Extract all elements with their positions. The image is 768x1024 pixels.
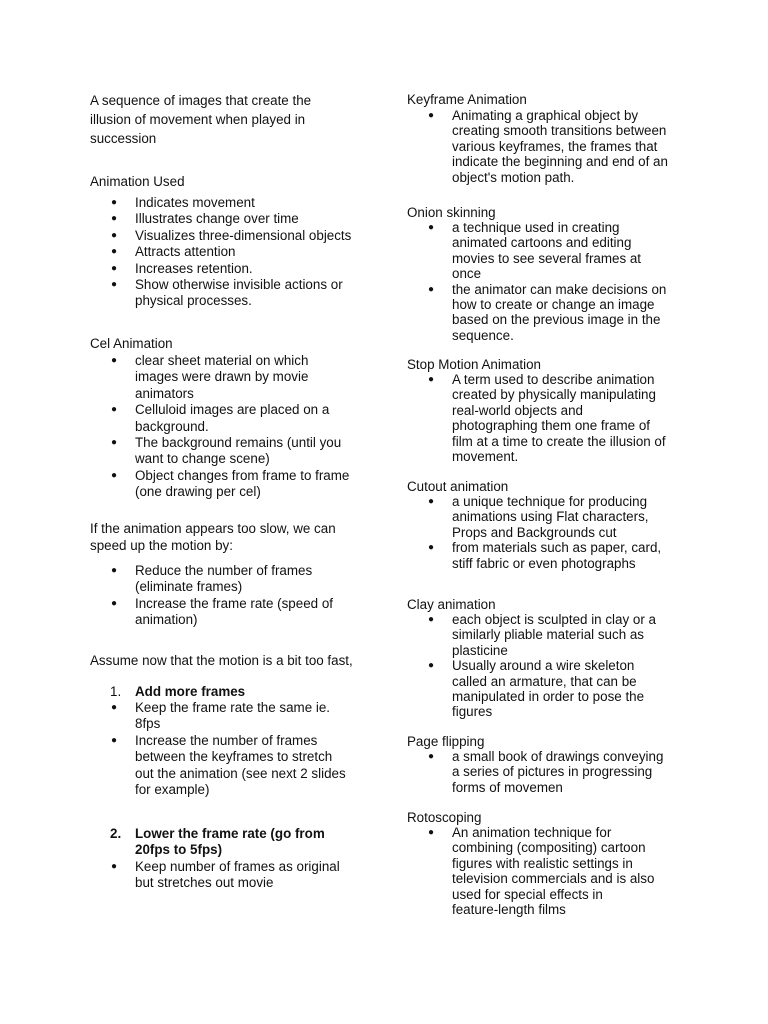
list-item-line: want to change scene) [135, 451, 270, 467]
section-heading-clay: Clay animation [407, 597, 496, 612]
cel-animation-heading: Cel Animation [90, 336, 173, 351]
list-item-line: Keep number of frames as original [135, 859, 340, 874]
list-item-line: from materials such as paper, card, [452, 540, 662, 556]
step1-bullet-list [90, 700, 346, 798]
list-item-line: clear sheet material on which [135, 353, 309, 368]
bullet-icon: ● [111, 262, 118, 274]
list-item-line: combining (compositing) cartoon [452, 840, 646, 856]
bullet-icon: ● [111, 229, 118, 241]
list-item-line: a unique technique for producing [452, 494, 648, 509]
list-item-line: (eliminate frames) [135, 579, 243, 595]
bullet-icon: ● [111, 279, 118, 291]
bullet-icon: ● [111, 437, 118, 449]
bullet-icon: ● [428, 374, 435, 385]
list-item-line: but stretches out movie [135, 875, 274, 891]
section-heading-page-flipping: Page flipping [407, 734, 485, 749]
list-item-line: Indicates movement [135, 195, 255, 210]
list-item-line: a technique used in creating [452, 220, 620, 235]
list-item-line: photographing them one frame of [452, 418, 651, 434]
step1-title: Add more frames [135, 684, 246, 699]
list-item-line: plasticine [452, 642, 508, 658]
intro-line: succession [90, 131, 157, 146]
list-item-line: how to create or change an image [452, 297, 655, 313]
list-item-line: based on the previous image in the [452, 312, 661, 328]
list-item-line: Show otherwise invisible actions or [135, 277, 343, 293]
section-heading-rotoscoping: Rotoscoping [407, 810, 482, 825]
list-item [90, 244, 351, 260]
list-item-line: Attracts attention [135, 244, 236, 260]
section-list-cutout [407, 494, 661, 571]
step1-title-item [90, 684, 245, 700]
list-item [407, 220, 666, 282]
list-item-line: feature-length films [452, 902, 566, 918]
list-item [407, 282, 666, 344]
section-list-keyframe [407, 108, 668, 185]
list-item-line: indicate the beginning and end of an [452, 154, 668, 170]
bullet-icon: ● [111, 213, 118, 225]
list-item-line: television commercials and is also [452, 871, 655, 887]
section-heading-onion: Onion skinning [407, 205, 496, 220]
list-item [407, 494, 661, 540]
list-item [90, 468, 349, 501]
list-item-line: various keyframes, the frames that [452, 138, 658, 154]
step2-title-line: Lower the frame rate (go from [135, 826, 325, 841]
step2-title-item [90, 826, 325, 859]
list-item-line: Visualizes three-dimensional objects [135, 227, 352, 243]
list-item [90, 733, 346, 799]
bullet-icon: ● [111, 246, 118, 258]
list-item-line: used for special effects in [452, 886, 603, 902]
bullet-icon: ● [428, 222, 435, 233]
list-item-line: the animator can make decisions on [452, 281, 667, 297]
section-heading-keyframe: Keyframe Animation [407, 92, 527, 107]
list-item [407, 372, 666, 464]
list-item-line: each object is sculpted in clay or a [452, 612, 656, 627]
step2-number: 2. [110, 826, 122, 841]
bullet-icon: ● [428, 614, 435, 625]
list-item-line: real-world objects and [452, 402, 583, 418]
bullet-icon: ● [428, 496, 435, 507]
list-item-line: animated cartoons and editing [452, 235, 632, 251]
bullet-icon: ● [428, 660, 435, 672]
list-item [407, 658, 656, 720]
list-item [90, 228, 351, 244]
animation-used-heading: Animation Used [90, 174, 185, 189]
list-item-line: out the animation (see next 2 slides [135, 765, 346, 781]
step1-number: 1. [110, 684, 122, 699]
list-item-line: Usually around a wire skeleton [452, 658, 635, 674]
list-item-line: The background remains (until you [135, 435, 342, 451]
list-item-line: once [452, 266, 482, 282]
section-list-rotoscoping [407, 825, 654, 917]
list-item-line: movement. [452, 449, 519, 465]
list-item-line: forms of movemen [452, 779, 563, 795]
intro-line: illusion of movement when played in [90, 112, 306, 127]
too-slow-list [90, 563, 333, 629]
bullet-icon: ● [428, 827, 435, 838]
list-item-line: Increase the number of frames [135, 732, 318, 748]
bullet-icon: ● [111, 355, 118, 366]
list-item [90, 596, 333, 629]
list-item-line: between the keyframes to stretch [135, 749, 333, 765]
list-item [90, 261, 351, 277]
list-item-line: Keep the frame rate the same ie. [135, 700, 331, 715]
list-item [90, 211, 351, 227]
list-item-line: stiff fabric or even photographs [452, 555, 636, 571]
list-item [90, 402, 349, 435]
list-item-line: animations using Flat characters, [452, 509, 649, 525]
list-item-line: Increase the frame rate (speed of [135, 595, 333, 611]
section-list-clay [407, 612, 656, 720]
bullet-icon: ● [111, 734, 118, 746]
section-list-stop-motion [407, 372, 666, 464]
list-item-line: Animating a graphical object by [452, 108, 639, 123]
list-item-line: background. [135, 418, 209, 434]
list-item-line: similarly pliable material such as [452, 627, 645, 643]
list-item-line: a small book of drawings conveying [452, 749, 664, 764]
list-item-line: called an armature, that can be [452, 673, 637, 689]
list-item [407, 749, 663, 795]
list-item [90, 277, 351, 310]
list-item-line: A term used to describe animation [452, 372, 655, 387]
bullet-icon: ● [111, 565, 118, 576]
list-item-line: Reduce the number of frames [135, 563, 313, 578]
section-list-onion [407, 220, 666, 343]
too-slow-line: If the animation appears too slow, we can [90, 521, 336, 536]
animation-used-list [90, 195, 351, 310]
list-item-line: figures with realistic settings in [452, 855, 633, 871]
list-item-line: (one drawing per cel) [135, 484, 261, 500]
list-item [90, 859, 340, 892]
list-item-line: 8fps [135, 716, 161, 732]
intro-paragraph [90, 91, 311, 148]
list-item-line: movies to see several frames at [452, 250, 642, 266]
list-item-line: creating smooth transitions between [452, 123, 667, 139]
list-item [90, 353, 349, 402]
step2-list [90, 826, 325, 859]
list-item-line: Props and Backgrounds cut [452, 524, 617, 540]
list-item-line: sequence. [452, 327, 514, 343]
list-item-line: object's motion path. [452, 169, 575, 185]
list-item [407, 108, 668, 185]
bullet-icon: ● [428, 751, 435, 762]
bullet-icon: ● [111, 469, 118, 481]
bullet-icon: ● [111, 597, 118, 609]
bullet-icon: ● [428, 110, 435, 121]
bullet-icon: ● [111, 702, 118, 713]
list-item-line: Illustrates change over time [135, 211, 299, 227]
list-item-line: An animation technique for [452, 825, 612, 840]
list-item [90, 195, 351, 211]
list-item [407, 540, 661, 571]
list-item-line: animators [135, 385, 194, 401]
cel-animation-list [90, 353, 349, 501]
section-list-page-flipping [407, 749, 663, 795]
list-item-line: for example) [135, 782, 210, 798]
list-item-line: manipulated in order to pose the [452, 689, 645, 705]
list-item-line: a series of pictures in progressing [452, 764, 653, 780]
bullet-icon: ● [428, 283, 435, 295]
step1-list [90, 684, 245, 700]
section-heading-stop-motion: Stop Motion Animation [407, 357, 541, 372]
list-item-line: figures [452, 704, 493, 720]
list-item-line: Celluloid images are placed on a [135, 402, 330, 418]
list-item-line: Increases retention. [135, 260, 253, 276]
too-slow-line: speed up the motion by: [90, 538, 233, 553]
bullet-icon: ● [111, 404, 118, 416]
too-slow-paragraph [90, 520, 336, 554]
step2-bullet-list [90, 859, 340, 892]
bullet-icon: ● [111, 197, 118, 208]
list-item [90, 435, 349, 468]
bullet-icon: ● [111, 861, 118, 872]
list-item [407, 825, 654, 917]
bullet-icon: ● [428, 542, 435, 554]
intro-line: A sequence of images that create the [90, 93, 312, 108]
list-item-line: created by physically manipulating [452, 387, 656, 403]
list-item [90, 700, 346, 733]
list-item-line: physical processes. [135, 293, 252, 309]
list-item-line: film at a time to create the illusion of [452, 433, 666, 449]
too-fast-paragraph: Assume now that the motion is a bit too fast, [90, 653, 353, 668]
list-item-line: Object changes from frame to frame [135, 467, 350, 483]
step2-title-line: 20fps to 5fps) [135, 842, 223, 858]
list-item [407, 612, 656, 658]
list-item-line: animation) [135, 612, 198, 628]
section-heading-cutout: Cutout animation [407, 479, 509, 494]
list-item-line: images were drawn by movie [135, 369, 309, 385]
list-item [90, 563, 333, 596]
